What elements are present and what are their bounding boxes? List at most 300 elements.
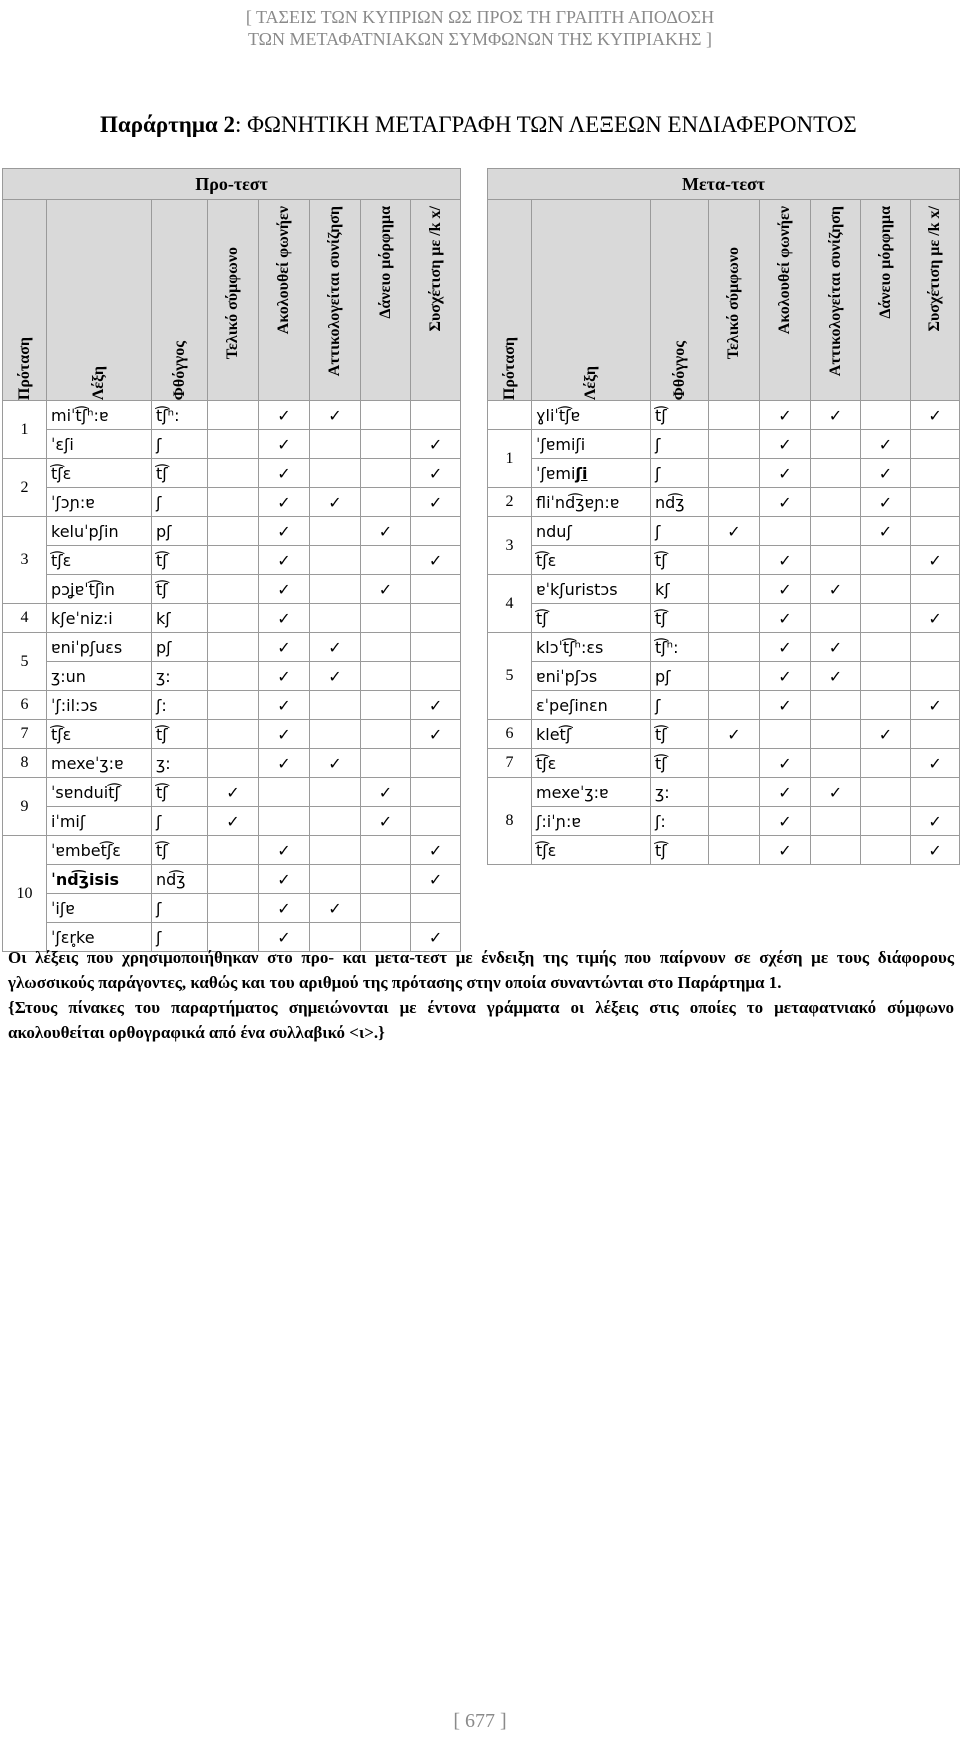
- table-row: [3, 691, 461, 720]
- word-cell: ʒ:un: [47, 662, 152, 691]
- check-icon: ✓: [811, 778, 861, 807]
- check-icon: ✓: [411, 923, 461, 952]
- check-icon: ✓: [259, 923, 310, 952]
- check-icon: ✓: [411, 720, 461, 749]
- check-icon: ✓: [709, 517, 760, 546]
- check-icon: ✓: [259, 604, 310, 633]
- column-header: [310, 200, 361, 401]
- empty-cell: [760, 517, 811, 546]
- empty-cell: [709, 430, 760, 459]
- word-cell: klet͡ʃ: [532, 720, 651, 749]
- check-icon: ✓: [259, 894, 310, 923]
- appendix-title-label: Παράρτημα 2: [100, 112, 235, 137]
- word-cell: mexeˈʒ:ɐ: [532, 778, 651, 807]
- empty-cell: [811, 720, 861, 749]
- empty-cell: [310, 836, 361, 865]
- sentence-number: 7: [3, 720, 47, 749]
- check-icon: ✓: [760, 778, 811, 807]
- word-cell: t͡ʃ: [532, 604, 651, 633]
- empty-cell: [208, 691, 259, 720]
- table-row: [488, 807, 960, 836]
- check-icon: ✓: [310, 894, 361, 923]
- check-icon: ✓: [760, 749, 811, 778]
- empty-cell: [208, 430, 259, 459]
- empty-cell: [811, 459, 861, 488]
- column-header-label: Τελικό σύμφωνο: [725, 246, 742, 360]
- table-row: [488, 430, 960, 459]
- empty-cell: [208, 633, 259, 662]
- column-header: [488, 200, 532, 401]
- word-cell: ɐˈkʃuristɔs: [532, 575, 651, 604]
- column-header-label: Συσχέτιση με /k x/: [426, 206, 444, 332]
- sentence-number: 10: [3, 836, 47, 952]
- empty-cell: [861, 778, 911, 807]
- phoneme-cell: ʃ: [152, 807, 208, 836]
- word-bold-tail: ʃi: [575, 463, 588, 483]
- check-icon: ✓: [911, 546, 960, 575]
- table-row: [3, 517, 461, 546]
- empty-cell: [361, 720, 411, 749]
- word-cell: ɐniˈpʃuɛs: [47, 633, 152, 662]
- table-row: [3, 894, 461, 923]
- check-icon: ✓: [259, 401, 310, 430]
- empty-cell: [361, 459, 411, 488]
- empty-cell: [861, 604, 911, 633]
- column-header-label: Συσχέτιση με /k x/: [926, 206, 944, 332]
- check-icon: ✓: [760, 459, 811, 488]
- empty-cell: [411, 662, 461, 691]
- table-row: [488, 633, 960, 662]
- table-row: [488, 459, 960, 488]
- pre-test-label: Προ-τεστ: [3, 169, 461, 200]
- column-header: [911, 200, 960, 401]
- sentence-number: 2: [3, 459, 47, 517]
- empty-cell: [411, 894, 461, 923]
- empty-cell: [811, 749, 861, 778]
- table-row: [488, 720, 960, 749]
- word-cell: ˈsɐnduit͡ʃ: [47, 778, 152, 807]
- table-row: [3, 401, 461, 430]
- table-row: [488, 691, 960, 720]
- check-icon: ✓: [760, 546, 811, 575]
- phoneme-cell: ʃ: [651, 430, 709, 459]
- empty-cell: [811, 691, 861, 720]
- phoneme-cell: t͡ʃ: [152, 575, 208, 604]
- empty-cell: [811, 546, 861, 575]
- check-icon: ✓: [811, 401, 861, 430]
- sentence-number: 3: [488, 517, 532, 575]
- table-row: [488, 546, 960, 575]
- phoneme-cell: t͡ʃʰ:: [152, 401, 208, 430]
- empty-cell: [911, 517, 960, 546]
- word-cell: ɣliˈt͡ʃɐ: [532, 401, 651, 430]
- check-icon: ✓: [911, 604, 960, 633]
- phoneme-cell: ʃ:: [152, 691, 208, 720]
- word-cell: ˈʃɛr̥ke: [47, 923, 152, 952]
- phoneme-cell: ʃ: [651, 517, 709, 546]
- empty-cell: [411, 517, 461, 546]
- empty-cell: [310, 546, 361, 575]
- empty-cell: [361, 749, 411, 778]
- table-row: [488, 749, 960, 778]
- word-cell: [532, 459, 651, 488]
- word-cell: ˈʃɔɲ:ɐ: [47, 488, 152, 517]
- column-header-label: Φθόγγος: [170, 340, 188, 400]
- empty-cell: [361, 401, 411, 430]
- check-icon: ✓: [411, 865, 461, 894]
- column-header-label: Φθόγγος: [670, 340, 688, 400]
- sentence-number: 4: [3, 604, 47, 633]
- column-header-label: Ακολουθεί φωνήεν: [776, 206, 793, 335]
- column-header-label: Λέξη: [582, 365, 599, 400]
- empty-cell: [709, 633, 760, 662]
- table-row: [3, 575, 461, 604]
- word-cell: ɛˈpeʃinɛn: [532, 691, 651, 720]
- sentence-number: [488, 401, 532, 430]
- empty-cell: [208, 662, 259, 691]
- column-header: [3, 200, 47, 401]
- column-header: [411, 200, 461, 401]
- table-row: [3, 459, 461, 488]
- empty-cell: [911, 430, 960, 459]
- check-icon: ✓: [259, 865, 310, 894]
- empty-cell: [861, 749, 911, 778]
- phoneme-cell: t͡ʃ: [152, 836, 208, 865]
- check-icon: ✓: [911, 807, 960, 836]
- empty-cell: [361, 633, 411, 662]
- pre-test-body: [3, 401, 461, 952]
- check-icon: ✓: [861, 720, 911, 749]
- phoneme-cell: t͡ʃ: [152, 778, 208, 807]
- word-cell: t͡ʃɛ: [532, 836, 651, 865]
- table-row: [3, 604, 461, 633]
- empty-cell: [709, 401, 760, 430]
- column-header: [861, 200, 911, 401]
- caption-paragraph-2: {Στους πίνακες του παραρτήματος σημειώνονται με έντονα γράμματα οι λέξεις στις οποίες το μεταφατνιακό σύμφωνο ακολουθείται ορθογραφικά από ένα συλλαβικό <ι>.}: [8, 998, 954, 1042]
- phoneme-cell: ʃ: [152, 894, 208, 923]
- word-cell: ˈʃ:il:ɔs: [47, 691, 152, 720]
- column-header: [47, 200, 152, 401]
- empty-cell: [208, 749, 259, 778]
- empty-cell: [861, 807, 911, 836]
- word-cell: kʃeˈniz:i: [47, 604, 152, 633]
- check-icon: ✓: [861, 517, 911, 546]
- word-cell: t͡ʃɛ: [532, 546, 651, 575]
- empty-cell: [310, 430, 361, 459]
- phoneme-cell: t͡ʃʰ:: [651, 633, 709, 662]
- empty-cell: [208, 865, 259, 894]
- check-icon: ✓: [760, 575, 811, 604]
- phoneme-cell: ʃ: [152, 430, 208, 459]
- word-cell: t͡ʃɛ: [47, 546, 152, 575]
- sentence-number: 6: [488, 720, 532, 749]
- empty-cell: [310, 720, 361, 749]
- post-test-label: Μετα-τεστ: [488, 169, 960, 200]
- empty-cell: [411, 604, 461, 633]
- column-header-label: Λέξη: [90, 365, 107, 400]
- empty-cell: [709, 807, 760, 836]
- word-cell: miˈt͡ʃʰ:ɐ: [47, 401, 152, 430]
- empty-cell: [310, 778, 361, 807]
- empty-cell: [760, 720, 811, 749]
- check-icon: ✓: [259, 459, 310, 488]
- phoneme-cell: t͡ʃ: [651, 720, 709, 749]
- sentence-number: 8: [3, 749, 47, 778]
- check-icon: ✓: [760, 401, 811, 430]
- table-row: [3, 720, 461, 749]
- empty-cell: [208, 575, 259, 604]
- phoneme-cell: ʃ:: [651, 807, 709, 836]
- check-icon: ✓: [760, 604, 811, 633]
- empty-cell: [811, 430, 861, 459]
- word-cell: ˈnd͡ʒisis: [47, 865, 152, 894]
- check-icon: ✓: [361, 807, 411, 836]
- word-head: ˈʃɐmi: [536, 463, 576, 483]
- sentence-number: 8: [488, 778, 532, 865]
- check-icon: ✓: [911, 836, 960, 865]
- check-icon: ✓: [259, 836, 310, 865]
- phoneme-cell: ʃ: [651, 691, 709, 720]
- phoneme-cell: ʒ:: [152, 662, 208, 691]
- empty-cell: [361, 691, 411, 720]
- column-header-label: Ακολουθεί φωνήεν: [275, 206, 292, 335]
- table-row: [3, 662, 461, 691]
- empty-cell: [709, 459, 760, 488]
- phoneme-cell: t͡ʃ: [651, 836, 709, 865]
- check-icon: ✓: [259, 430, 310, 459]
- column-header-label: Δάνειο μόρφημα: [376, 206, 394, 319]
- check-icon: ✓: [361, 778, 411, 807]
- table-row: [488, 517, 960, 546]
- column-header: [651, 200, 709, 401]
- empty-cell: [208, 488, 259, 517]
- empty-cell: [861, 575, 911, 604]
- empty-cell: [361, 836, 411, 865]
- empty-cell: [861, 633, 911, 662]
- sentence-number: 1: [488, 430, 532, 488]
- table-row: [488, 604, 960, 633]
- empty-cell: [361, 865, 411, 894]
- phoneme-cell: nd͡ʒ: [152, 865, 208, 894]
- post-test-body: [488, 401, 960, 865]
- word-cell: t͡ʃɛ: [47, 720, 152, 749]
- empty-cell: [911, 720, 960, 749]
- empty-cell: [310, 604, 361, 633]
- empty-cell: [208, 546, 259, 575]
- sentence-number: 7: [488, 749, 532, 778]
- table-row: [3, 488, 461, 517]
- empty-cell: [811, 488, 861, 517]
- empty-cell: [208, 459, 259, 488]
- check-icon: ✓: [760, 488, 811, 517]
- check-icon: ✓: [760, 807, 811, 836]
- empty-cell: [361, 546, 411, 575]
- sentence-number: 6: [3, 691, 47, 720]
- word-cell: iˈmiʃ: [47, 807, 152, 836]
- empty-cell: [709, 691, 760, 720]
- empty-cell: [709, 662, 760, 691]
- page-number: [ 677 ]: [453, 1710, 507, 1732]
- sentence-number: 1: [3, 401, 47, 459]
- check-icon: ✓: [310, 401, 361, 430]
- word-cell: ɐniˈpʃɔs: [532, 662, 651, 691]
- table-row: [3, 430, 461, 459]
- check-icon: ✓: [861, 459, 911, 488]
- check-icon: ✓: [310, 662, 361, 691]
- empty-cell: [911, 633, 960, 662]
- check-icon: ✓: [208, 807, 259, 836]
- column-header: [208, 200, 259, 401]
- appendix-title: [100, 112, 857, 138]
- empty-cell: [709, 778, 760, 807]
- column-header-label: Δάνειο μόρφημα: [876, 206, 894, 319]
- check-icon: ✓: [911, 749, 960, 778]
- table-row: [3, 778, 461, 807]
- column-header: [709, 200, 760, 401]
- pre-test-table: [2, 168, 461, 952]
- empty-cell: [208, 517, 259, 546]
- sentence-number: 9: [3, 778, 47, 836]
- word-cell: t͡ʃɛ: [532, 749, 651, 778]
- word-cell: pɔʝɐˈt͡ʃin: [47, 575, 152, 604]
- check-icon: ✓: [259, 691, 310, 720]
- column-header-label: Πρόταση: [500, 336, 518, 400]
- empty-cell: [411, 807, 461, 836]
- word-cell: ˈɐmbet͡ʃɛ: [47, 836, 152, 865]
- check-icon: ✓: [259, 488, 310, 517]
- check-icon: ✓: [411, 459, 461, 488]
- empty-cell: [310, 807, 361, 836]
- table-row: [488, 488, 960, 517]
- check-icon: ✓: [911, 691, 960, 720]
- table-row: [488, 836, 960, 865]
- column-header: [361, 200, 411, 401]
- empty-cell: [310, 865, 361, 894]
- empty-cell: [208, 720, 259, 749]
- empty-cell: [911, 459, 960, 488]
- pre-test-column-headers: [3, 200, 461, 401]
- column-header-label: Αττικολογείται συνίζηση: [826, 206, 844, 377]
- check-icon: ✓: [259, 575, 310, 604]
- empty-cell: [709, 575, 760, 604]
- phoneme-cell: t͡ʃ: [152, 459, 208, 488]
- check-icon: ✓: [760, 691, 811, 720]
- post-test-table: [487, 168, 960, 865]
- check-icon: ✓: [861, 488, 911, 517]
- table-row: [488, 401, 960, 430]
- empty-cell: [361, 662, 411, 691]
- empty-cell: [361, 430, 411, 459]
- phoneme-cell: t͡ʃ: [651, 749, 709, 778]
- sentence-number: 5: [3, 633, 47, 691]
- empty-cell: [911, 778, 960, 807]
- column-header-label: Πρόταση: [15, 336, 33, 400]
- check-icon: ✓: [709, 720, 760, 749]
- empty-cell: [411, 575, 461, 604]
- word-cell: t͡ʃɛ: [47, 459, 152, 488]
- table-row: [3, 865, 461, 894]
- phoneme-cell: t͡ʃ: [651, 546, 709, 575]
- check-icon: ✓: [259, 517, 310, 546]
- phoneme-cell: ʃ: [152, 488, 208, 517]
- word-cell: ˈʃɐmiʃi: [532, 430, 651, 459]
- table-row: [488, 778, 960, 807]
- check-icon: ✓: [310, 633, 361, 662]
- empty-cell: [361, 488, 411, 517]
- caption-paragraph-1: Οι λέξεις που χρησιμοποιήθηκαν στο προ- και μετα-τεστ με ένδειξη της τιμής που παίρνουν σε σχέση με τους διάφορους γλωσσικούς παράγοντες, καθώς και του αριθμού της πρότασης στην οποία συναντώνται στο Παράρτημα 1.: [8, 948, 954, 992]
- phoneme-cell: kʃ: [651, 575, 709, 604]
- empty-cell: [861, 691, 911, 720]
- empty-cell: [208, 401, 259, 430]
- check-icon: ✓: [411, 691, 461, 720]
- empty-cell: [208, 894, 259, 923]
- column-header-label: Τελικό σύμφωνο: [224, 246, 241, 360]
- running-header: [0, 6, 960, 50]
- empty-cell: [259, 807, 310, 836]
- empty-cell: [259, 778, 310, 807]
- sentence-number: 5: [488, 633, 532, 720]
- empty-cell: [411, 401, 461, 430]
- phoneme-cell: pʃ: [152, 633, 208, 662]
- empty-cell: [811, 836, 861, 865]
- word-cell: klɔˈt͡ʃʰ:ɛs: [532, 633, 651, 662]
- phoneme-cell: pʃ: [152, 517, 208, 546]
- phoneme-cell: t͡ʃ: [651, 401, 709, 430]
- empty-cell: [709, 488, 760, 517]
- table-row: [488, 662, 960, 691]
- empty-cell: [709, 749, 760, 778]
- table-row: [3, 836, 461, 865]
- caption: [8, 945, 954, 1045]
- check-icon: ✓: [259, 633, 310, 662]
- empty-cell: [310, 517, 361, 546]
- check-icon: ✓: [411, 836, 461, 865]
- check-icon: ✓: [208, 778, 259, 807]
- empty-cell: [310, 459, 361, 488]
- empty-cell: [911, 488, 960, 517]
- phoneme-cell: kʃ: [152, 604, 208, 633]
- word-cell: mexeˈʒ:ɐ: [47, 749, 152, 778]
- check-icon: ✓: [259, 720, 310, 749]
- phoneme-cell: t͡ʃ: [651, 604, 709, 633]
- word-cell: ˈiʃɐ: [47, 894, 152, 923]
- table-row: [3, 546, 461, 575]
- column-header-label: Αττικολογείται συνίζηση: [326, 206, 343, 377]
- check-icon: ✓: [361, 517, 411, 546]
- word-cell: keluˈpʃin: [47, 517, 152, 546]
- table-row: [488, 575, 960, 604]
- empty-cell: [411, 749, 461, 778]
- empty-cell: [861, 662, 911, 691]
- empty-cell: [411, 778, 461, 807]
- empty-cell: [361, 894, 411, 923]
- empty-cell: [911, 662, 960, 691]
- empty-cell: [811, 807, 861, 836]
- check-icon: ✓: [760, 430, 811, 459]
- empty-cell: [861, 836, 911, 865]
- column-header: [259, 200, 310, 401]
- check-icon: ✓: [911, 401, 960, 430]
- phoneme-cell: ʒ:: [651, 778, 709, 807]
- table-row: [3, 749, 461, 778]
- empty-cell: [811, 517, 861, 546]
- check-icon: ✓: [259, 662, 310, 691]
- empty-cell: [310, 575, 361, 604]
- check-icon: ✓: [411, 430, 461, 459]
- check-icon: ✓: [361, 575, 411, 604]
- phoneme-cell: nd͡ʒ: [651, 488, 709, 517]
- empty-cell: [861, 546, 911, 575]
